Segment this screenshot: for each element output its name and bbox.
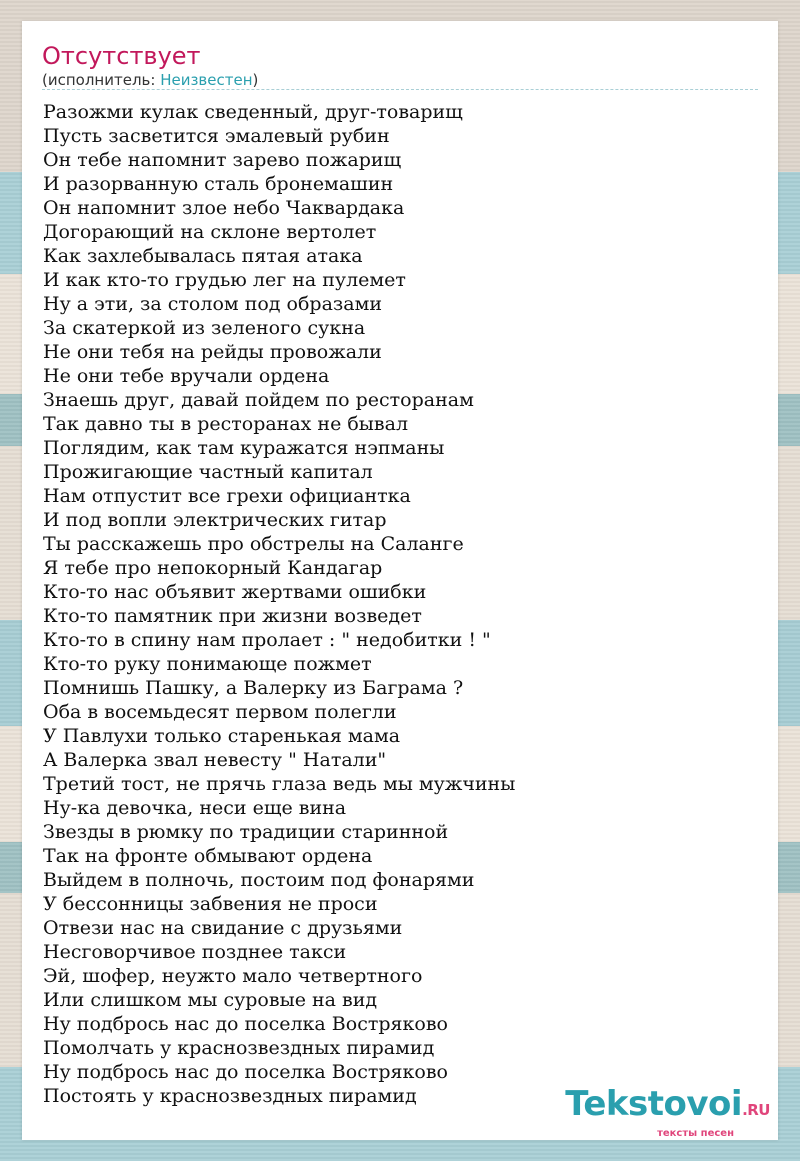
artist-line (42, 71, 258, 89)
lyric-line: Кто-то памятник при жизни возведет (43, 605, 422, 627)
artist-link[interactable]: Неизвестен (160, 71, 253, 89)
lyric-line: Он напомнит злое небо Чаквардака (43, 197, 405, 219)
logo-wordmark (565, 1086, 770, 1128)
lyric-line: Третий тост, не прячь глаза ведь мы мужчины (43, 773, 516, 795)
lyric-line: Кто-то руку понимающе пожмет (43, 653, 372, 675)
lyric-line: Как захлебывалась пятая атака (43, 245, 363, 267)
lyric-line: Помнишь Пашку, а Валерку из Баграма ? (43, 677, 464, 699)
lyric-line: Догорающий на склоне вертолет (43, 221, 377, 243)
lyric-line: Ну а эти, за столом под образами (43, 293, 383, 315)
site-logo[interactable] (565, 1086, 770, 1140)
lyric-line: Кто-то нас объявит жертвами ошибки (43, 581, 427, 603)
lyrics-text (43, 100, 515, 1108)
lyrics-card (22, 21, 778, 1140)
lyric-line: Ты расскажешь про обстрелы на Саланге (43, 533, 464, 555)
lyric-line: Не они тебя на рейды провожали (43, 341, 382, 363)
title-divider (42, 89, 758, 90)
lyric-line: Так на фронте обмывают ордена (43, 845, 373, 867)
lyric-line: Оба в восемьдесят первом полегли (43, 701, 397, 723)
lyric-line: Ну подбрось нас до поселка Востряково (43, 1061, 448, 1083)
lyric-line: И разорванную сталь бронемашин (43, 173, 394, 195)
lyric-line: Выйдем в полночь, постоим под фонарями (43, 869, 475, 891)
lyric-line: Поглядим, как там куражатся нэпманы (43, 437, 445, 459)
lyric-line: Помолчать у краснозвездных пирамид (43, 1037, 435, 1059)
lyric-line: Не они тебе вручали ордена (43, 365, 330, 387)
lyric-line: За скатеркой из зеленого сукна (43, 317, 366, 339)
lyric-line: Постоять у краснозвездных пирамид (43, 1085, 417, 1107)
lyric-line: И под вопли электрических гитар (43, 509, 387, 531)
lyric-line: Знаешь друг, давай пойдем по ресторанам (43, 389, 474, 411)
lyric-line: Несговорчивое позднее такси (43, 941, 347, 963)
lyric-line: Пусть засветится эмалевый рубин (43, 125, 390, 147)
lyric-line: Прожигающие частный капитал (43, 461, 373, 483)
logo-tld: .RU (742, 1101, 770, 1119)
lyric-line: Разожми кулак сведенный, друг-товарищ (43, 101, 463, 123)
artist-prefix: (исполнитель: (42, 71, 161, 89)
lyric-line: Кто-то в спину нам пролает : " недобитки ! " (43, 629, 491, 651)
lyric-line: Ну подбрось нас до поселка Востряково (43, 1013, 448, 1035)
lyric-line: У Павлухи только старенькая мама (43, 725, 401, 747)
lyric-line: Эй, шофер, неужто мало четвертного (43, 965, 423, 987)
lyric-line: Так давно ты в ресторанах не бывал (43, 413, 409, 435)
artist-suffix: ) (252, 71, 259, 89)
logo-name: Tekstovoi (565, 1084, 743, 1124)
logo-tagline: тексты песен (657, 1128, 734, 1139)
lyric-line: У бессонницы забвения не проси (43, 893, 378, 915)
lyric-line: А Валерка звал невесту " Натали" (43, 749, 387, 771)
lyric-line: Ну-ка девочка, неси еще вина (43, 797, 347, 819)
lyric-line: И как кто-то грудью лег на пулемет (43, 269, 406, 291)
lyric-line: Звезды в рюмку по традиции старинной (43, 821, 449, 843)
lyric-line: Я тебе про непокорный Кандагар (43, 557, 383, 579)
lyric-line: Он тебе напомнит зарево пожарищ (43, 149, 402, 171)
lyric-line: Отвези нас на свидание с друзьями (43, 917, 403, 939)
lyric-line: Нам отпустит все грехи официантка (43, 485, 411, 507)
song-title: Отсутствует (42, 42, 201, 70)
lyric-line: Или слишком мы суровые на вид (43, 989, 378, 1011)
